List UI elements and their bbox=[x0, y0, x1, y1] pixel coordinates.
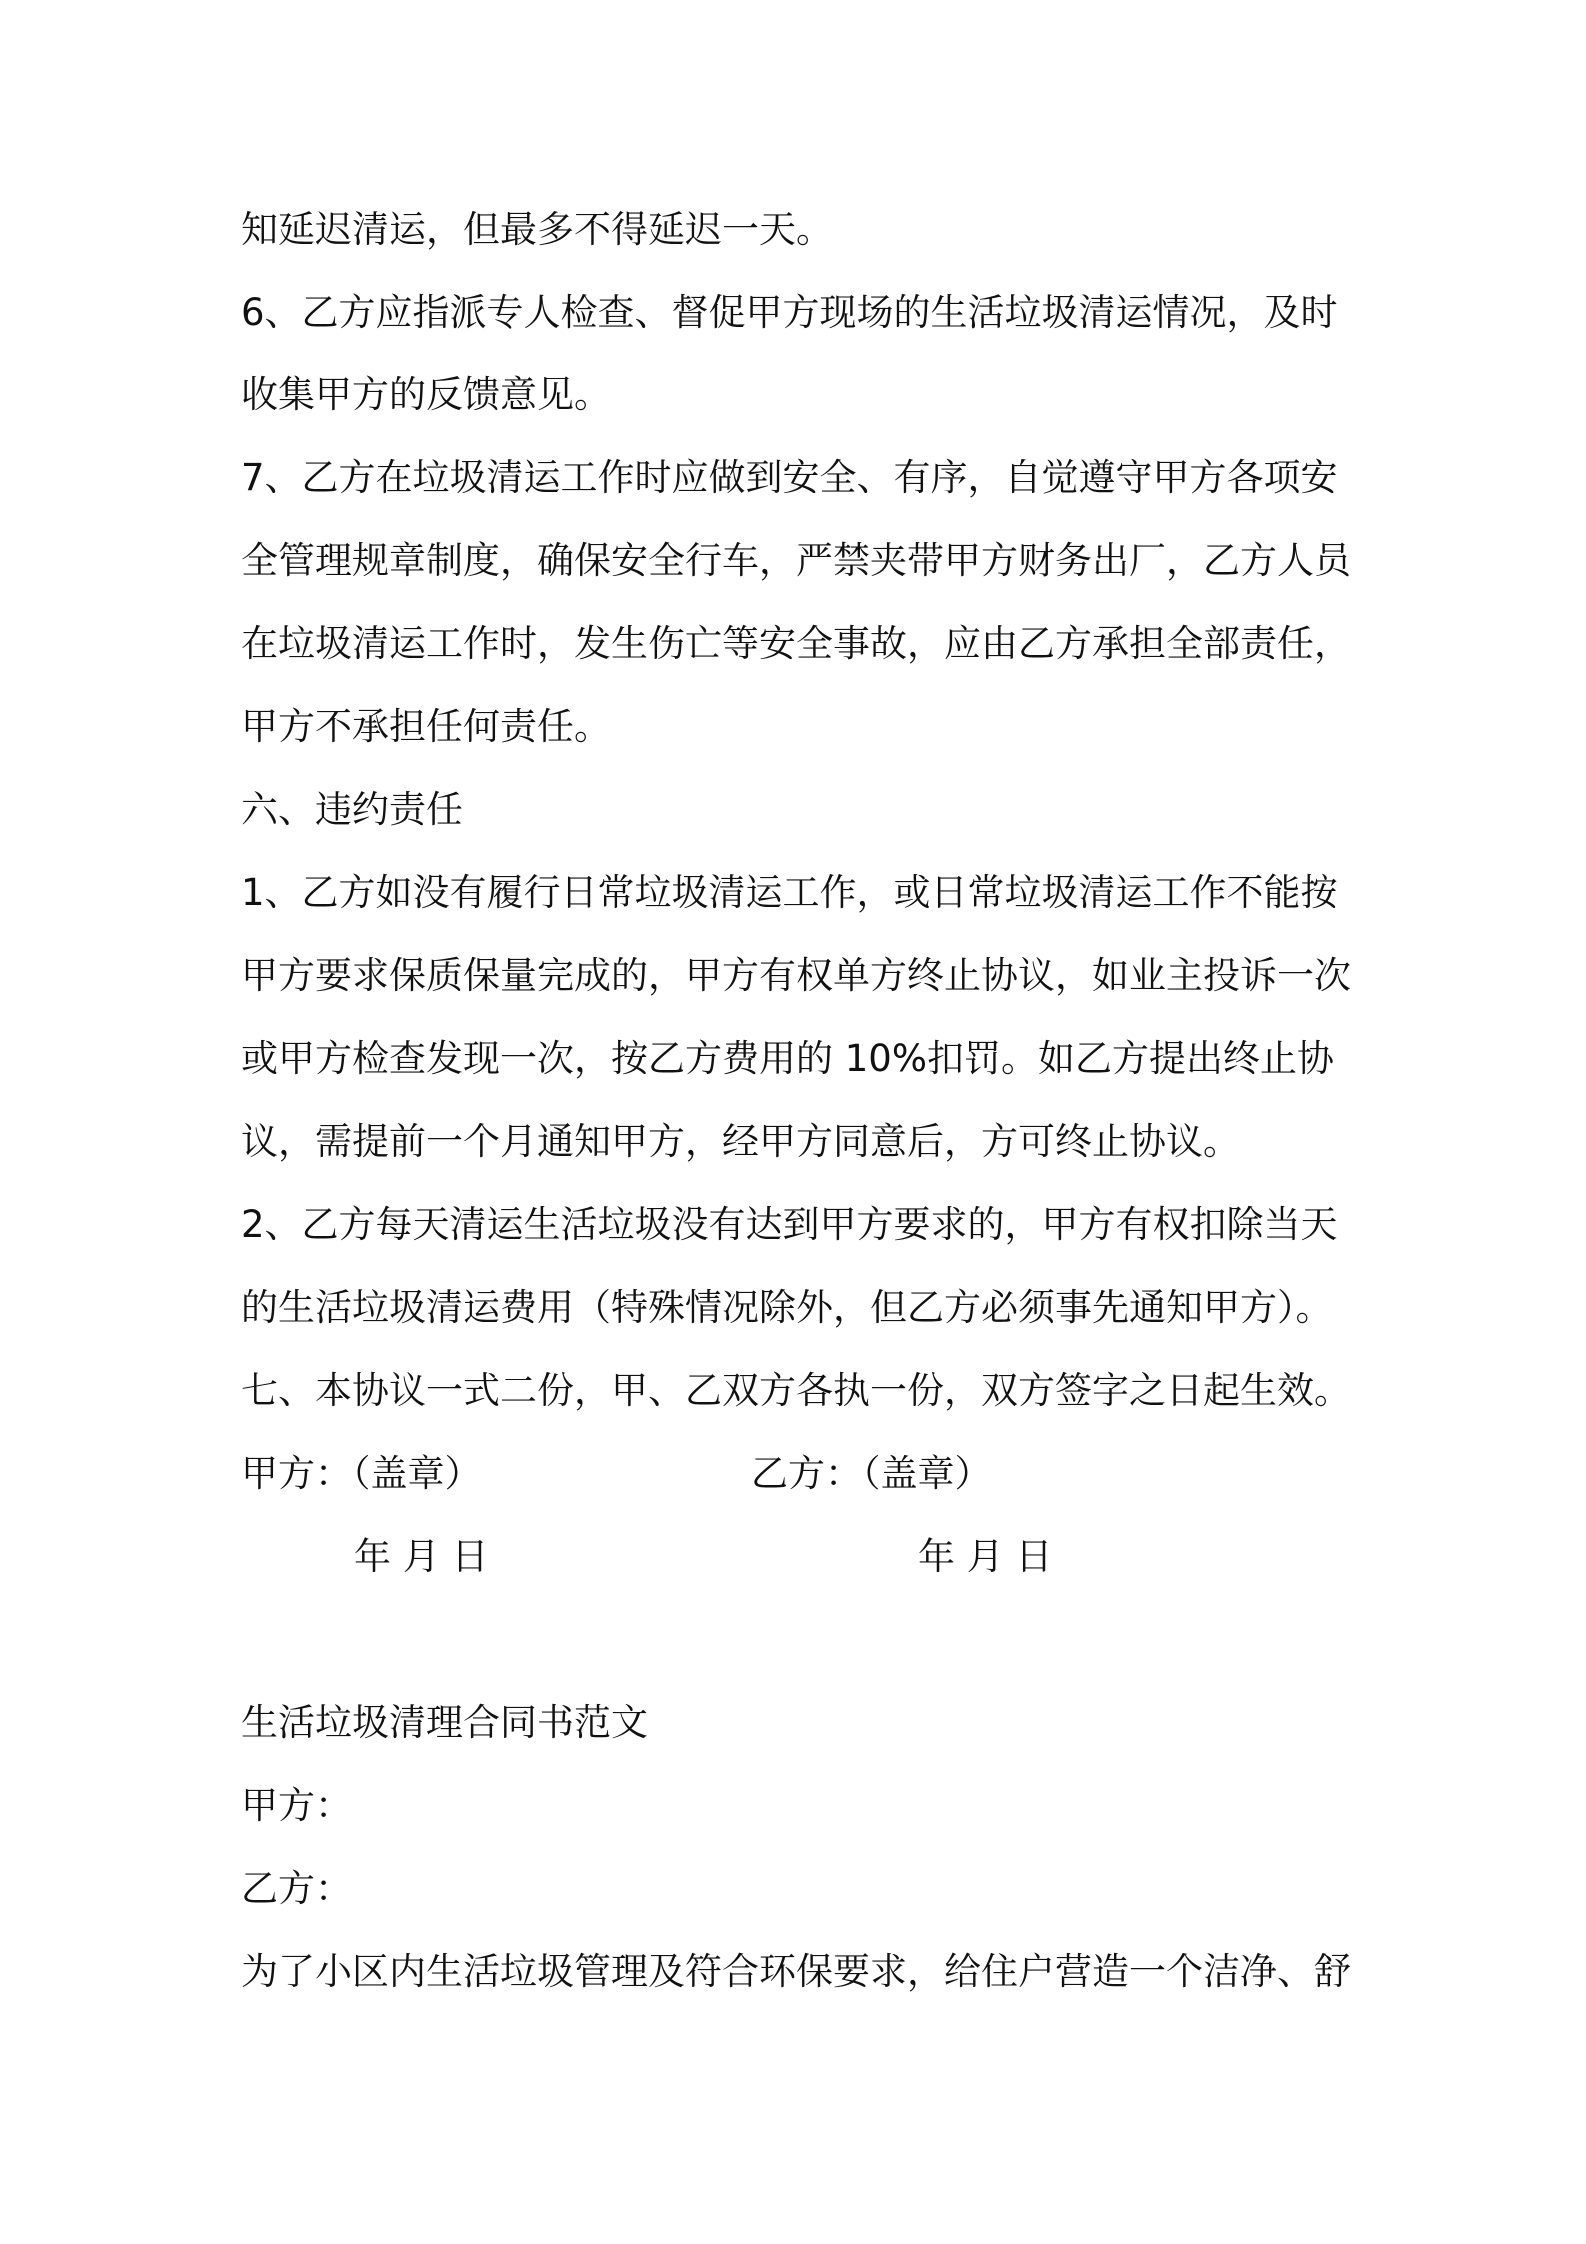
section-heading: 六、违约责任 bbox=[241, 788, 463, 831]
text-line: 7、乙方在垃圾清运工作时应做到安全、有序，自觉遵守甲方各项安 bbox=[241, 456, 1338, 499]
text-line: 知延迟清运，但最多不得延迟一天。 bbox=[241, 208, 833, 251]
text-line: 6、乙方应指派专人检查、督促甲方现场的生活垃圾清运情况，及时 bbox=[241, 291, 1338, 334]
text-line: 或甲方检查发现一次，按乙方费用的 10%扣罚。如乙方提出终止协 bbox=[241, 1037, 1334, 1080]
party-a-seal: 甲方：（盖章） bbox=[241, 1452, 482, 1495]
intro-text: 为了小区内生活垃圾管理及符合环保要求，给住户营造一个洁净、舒 bbox=[241, 1950, 1351, 1993]
text-line: 的生活垃圾清运费用（特殊情况除外，但乙方必须事先通知甲方）。 bbox=[241, 1286, 1333, 1329]
text-line: 收集甲方的反馈意见。 bbox=[241, 373, 611, 416]
party-a-date: 年 月 日 bbox=[354, 1535, 489, 1578]
text-line: 全管理规章制度，确保安全行车，严禁夹带甲方财务出厂，乙方人员 bbox=[241, 539, 1351, 582]
party-b-seal: 乙方：（盖章） bbox=[751, 1452, 992, 1495]
text-line: 甲方要求保质保量完成的，甲方有权单方终止协议，如业主投诉一次 bbox=[241, 954, 1351, 997]
text-line: 甲方不承担任何责任。 bbox=[241, 705, 611, 748]
party-a-label: 甲方： bbox=[241, 1784, 352, 1827]
text-line: 1、乙方如没有履行日常垃圾清运工作，或日常垃圾清运工作不能按 bbox=[241, 871, 1338, 914]
text-line: 议，需提前一个月通知甲方，经甲方同意后，方可终止协议。 bbox=[241, 1120, 1240, 1163]
text-line: 在垃圾清运工作时，发生伤亡等安全事故，应由乙方承担全部责任， bbox=[241, 622, 1351, 665]
party-b-date: 年 月 日 bbox=[918, 1535, 1053, 1578]
party-b-label: 乙方： bbox=[241, 1867, 352, 1910]
document-title: 生活垃圾清理合同书范文 bbox=[241, 1701, 648, 1744]
text-line: 七、本协议一式二份，甲、乙双方各执一份，双方签字之日起生效。 bbox=[241, 1369, 1351, 1412]
text-line: 2、乙方每天清运生活垃圾没有达到甲方要求的，甲方有权扣除当天 bbox=[241, 1203, 1338, 1246]
